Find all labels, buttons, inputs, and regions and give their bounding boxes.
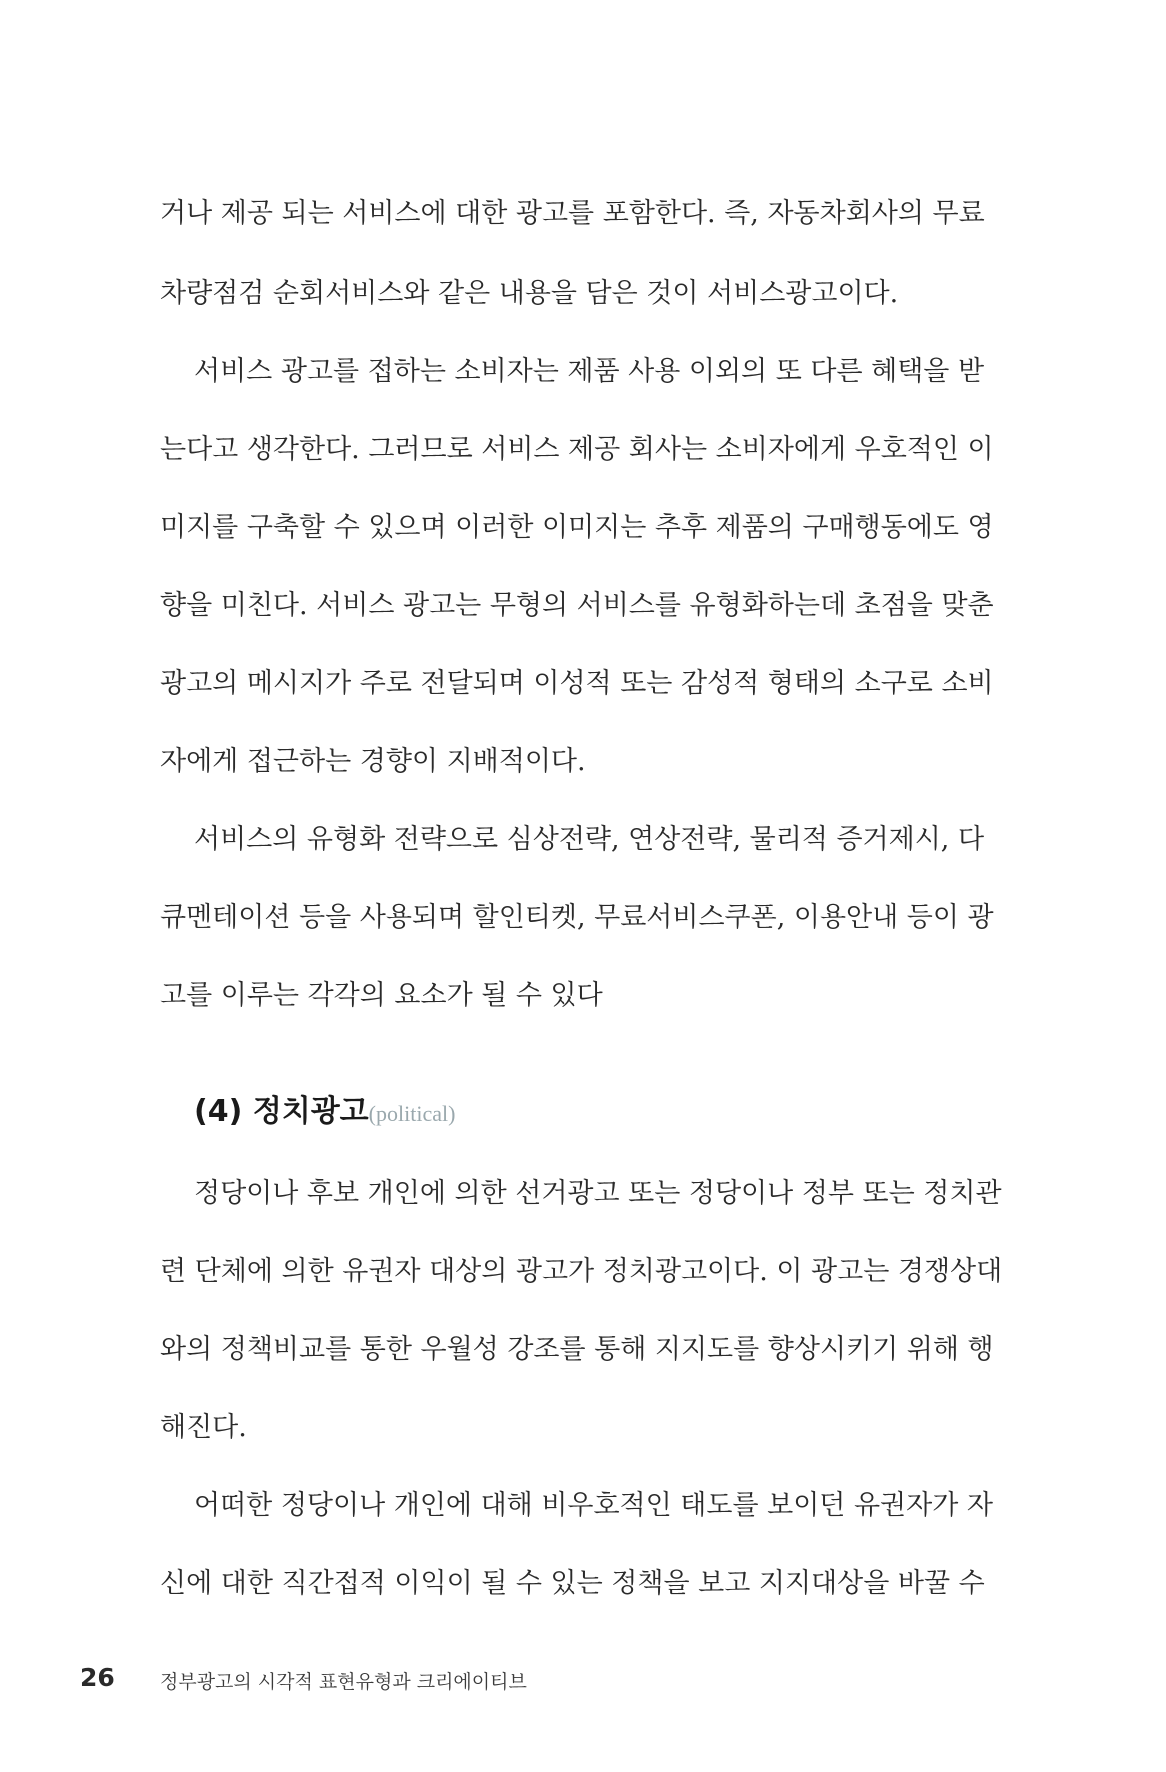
body-line: 큐멘테이션 등을 사용되며 할인티켓, 무료서비스쿠폰, 이용안내 등이 광 bbox=[160, 902, 994, 933]
section-heading-title: (4) 정치광고 bbox=[194, 1094, 369, 1129]
body-line: 차량점검 순회서비스와 같은 내용을 담은 것이 서비스광고이다. bbox=[160, 278, 899, 309]
body-line: 고를 이루는 각각의 요소가 될 수 있다 bbox=[160, 980, 603, 1011]
body-line: 향을 미친다. 서비스 광고는 무형의 서비스를 유형화하는데 초점을 맞춘 bbox=[160, 590, 994, 621]
body-line: 서비스 광고를 접하는 소비자는 제품 사용 이외의 또 다른 혜택을 받 bbox=[194, 356, 985, 387]
body-line: 자에게 접근하는 경향이 지배적이다. bbox=[160, 746, 586, 777]
section-line: 와의 정책비교를 통한 우월성 강조를 통해 지지도를 향상시키기 위해 행 bbox=[160, 1334, 994, 1365]
section-line: 련 단체에 의한 유권자 대상의 광고가 정치광고이다. 이 광고는 경쟁상대 bbox=[160, 1256, 1003, 1287]
body-line: 서비스의 유형화 전략으로 심상전략, 연상전략, 물리적 증거제시, 다 bbox=[194, 824, 985, 855]
section-heading-subtitle: (political) bbox=[368, 1101, 456, 1126]
page-number: 26 bbox=[80, 1663, 115, 1692]
section-heading bbox=[194, 1086, 455, 1130]
section-line: 신에 대한 직간접적 이익이 될 수 있는 정책을 보고 지지대상을 바꿀 수 bbox=[160, 1568, 985, 1599]
body-line: 미지를 구축할 수 있으며 이러한 이미지는 추후 제품의 구매행동에도 영 bbox=[160, 512, 994, 543]
body-line: 거나 제공 되는 서비스에 대한 광고를 포함한다. 즉, 자동차회사의 무료 bbox=[160, 198, 985, 229]
body-line: 는다고 생각한다. 그러므로 서비스 제공 회사는 소비자에게 우호적인 이 bbox=[160, 434, 994, 465]
section-line: 해진다. bbox=[160, 1412, 247, 1443]
body-line: 광고의 메시지가 주로 전달되며 이성적 또는 감성적 형태의 소구로 소비 bbox=[160, 668, 994, 699]
running-footer-title: 정부광고의 시각적 표현유형과 크리에이티브 bbox=[160, 1671, 527, 1693]
section-line: 정당이나 후보 개인에 의한 선거광고 또는 정당이나 정부 또는 정치관 bbox=[194, 1178, 1002, 1209]
section-line: 어떠한 정당이나 개인에 대해 비우호적인 태도를 보이던 유권자가 자 bbox=[194, 1490, 993, 1521]
